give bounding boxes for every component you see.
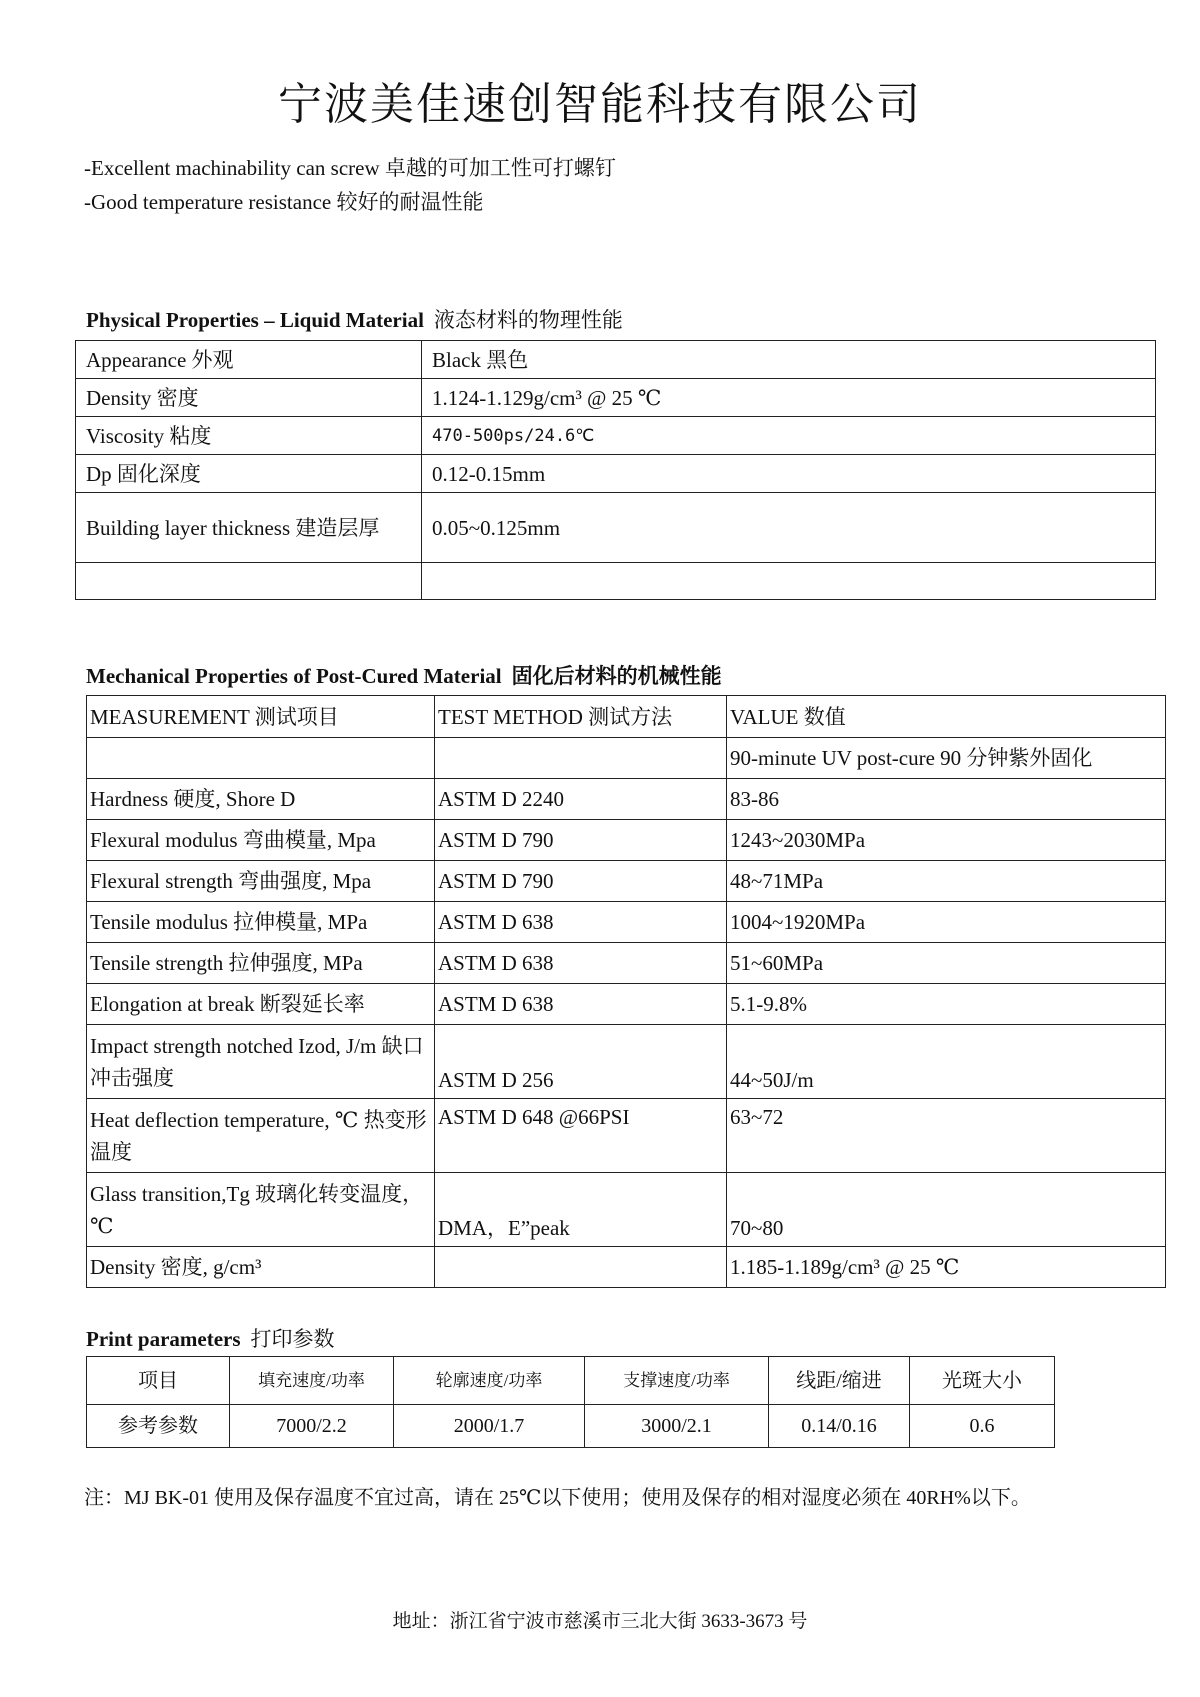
measurement-cell: Glass transition,Tg 玻璃化转变温度，℃ [87, 1173, 435, 1247]
method-cell: ASTM D 790 [435, 861, 727, 902]
column-header-test-method: TEST METHOD 测试方法 [435, 696, 727, 738]
mechanical-heading-cn: 固化后材料的机械性能 [511, 664, 722, 688]
fill-speed-value: 7000/2.2 [230, 1405, 394, 1448]
cure-note: 90-minute UV post-cure 90 分钟紫外固化 [727, 738, 1166, 779]
column-header-spot-size: 光斑大小 [910, 1357, 1055, 1405]
property-value: 0.12-0.15mm [422, 455, 1156, 493]
method-cell: ASTM D 638 [435, 902, 727, 943]
measurement-cell: Flexural modulus 弯曲模量, Mpa [87, 820, 435, 861]
feature-temperature: -Good temperature resistance 较好的耐温性能 [84, 190, 484, 214]
method-cell: ASTM D 648 @66PSI [435, 1099, 727, 1173]
print-parameters-heading [86, 1325, 335, 1353]
table-row [76, 341, 1156, 379]
property-label: Appearance 外观 [76, 341, 422, 379]
property-label: Building layer thickness 建造层厚 [76, 493, 422, 563]
contour-speed-value: 2000/1.7 [394, 1405, 585, 1448]
table-header-row [87, 696, 1166, 738]
feature-machinability: -Excellent machinability can screw 卓越的可加工性可打螺钉 [84, 156, 616, 180]
measurement-cell: Elongation at break 断裂延长率 [87, 984, 435, 1025]
measurement-cell: Heat deflection temperature, ℃ 热变形温度 [87, 1099, 435, 1173]
method-cell: ASTM D 638 [435, 984, 727, 1025]
value-cell: 48~71MPa [727, 861, 1166, 902]
row-label: 参考参数 [87, 1405, 230, 1448]
measurement-cell: Flexural strength 弯曲强度, Mpa [87, 861, 435, 902]
empty-cell [422, 563, 1156, 600]
physical-heading-cn: 液态材料的物理性能 [433, 308, 623, 332]
measurement-cell: Impact strength notched Izod, J/m 缺口冲击强度 [87, 1025, 435, 1099]
print-heading-cn: 打印参数 [250, 1327, 335, 1351]
empty-cell [435, 738, 727, 779]
table-row [87, 1405, 1055, 1448]
table-row [76, 417, 1156, 455]
table-row [87, 1173, 1166, 1247]
column-header-contour-speed: 轮廓速度/功率 [394, 1357, 585, 1405]
physical-heading-en: Physical Properties – Liquid Material [86, 308, 424, 332]
empty-cell [76, 563, 422, 600]
property-label: Density 密度 [76, 379, 422, 417]
value-cell: 63~72 [727, 1099, 1166, 1173]
physical-properties-table [75, 340, 1156, 600]
table-row [76, 493, 1156, 563]
mechanical-heading-en: Mechanical Properties of Post-Cured Material [86, 664, 502, 688]
company-address: 地址：浙江省宁波市慈溪市三北大街 3633-3673 号 [392, 1611, 808, 1632]
property-label: Viscosity 粘度 [76, 417, 422, 455]
table-row [87, 779, 1166, 820]
measurement-cell: Density 密度, g/cm³ [87, 1247, 435, 1288]
measurement-cell: Tensile strength 拉伸强度, MPa [87, 943, 435, 984]
property-value: 0.05~0.125mm [422, 493, 1156, 563]
value-cell: 1243~2030MPa [727, 820, 1166, 861]
column-header-fill-speed: 填充速度/功率 [230, 1357, 394, 1405]
method-cell: ASTM D 256 [435, 1025, 727, 1099]
measurement-cell: Hardness 硬度, Shore D [87, 779, 435, 820]
property-value: 1.124-1.129g/cm³ @ 25 ℃ [422, 379, 1156, 417]
method-cell [435, 1247, 727, 1288]
table-row [76, 455, 1156, 493]
property-label: Dp 固化深度 [76, 455, 422, 493]
property-value: 470-500ps/24.6℃ [422, 417, 1156, 455]
table-row [87, 902, 1166, 943]
table-row [87, 820, 1166, 861]
physical-properties-heading [86, 306, 623, 334]
method-cell: ASTM D 790 [435, 820, 727, 861]
column-header-measurement: MEASUREMENT 测试项目 [87, 696, 435, 738]
value-cell: 1004~1920MPa [727, 902, 1166, 943]
column-header-line-spacing: 线距/缩进 [769, 1357, 910, 1405]
company-title: 宁波美佳速创智能科技有限公司 [278, 80, 922, 129]
value-cell: 83-86 [727, 779, 1166, 820]
value-cell: 1.185-1.189g/cm³ @ 25 ℃ [727, 1247, 1166, 1288]
mechanical-properties-heading [86, 662, 722, 690]
table-row [87, 984, 1166, 1025]
support-speed-value: 3000/2.1 [585, 1405, 769, 1448]
method-cell: ASTM D 2240 [435, 779, 727, 820]
column-header-value: VALUE 数值 [727, 696, 1166, 738]
property-value: Black 黑色 [422, 341, 1156, 379]
mechanical-properties-table [86, 695, 1166, 1288]
print-heading-en: Print parameters [86, 1327, 241, 1351]
print-parameters-table [86, 1356, 1055, 1448]
measurement-cell: Tensile modulus 拉伸模量, MPa [87, 902, 435, 943]
value-cell: 51~60MPa [727, 943, 1166, 984]
table-row-empty [76, 563, 1156, 600]
table-row [87, 1099, 1166, 1173]
value-cell: 44~50J/m [727, 1025, 1166, 1099]
table-row [87, 1025, 1166, 1099]
column-header-item: 项目 [87, 1357, 230, 1405]
table-row [87, 738, 1166, 779]
column-header-support-speed: 支撑速度/功率 [585, 1357, 769, 1405]
method-cell: DMA，E”peak [435, 1173, 727, 1247]
table-row [87, 861, 1166, 902]
value-cell: 70~80 [727, 1173, 1166, 1247]
table-header-row [87, 1357, 1055, 1405]
table-row [76, 379, 1156, 417]
table-row [87, 1247, 1166, 1288]
spot-size-value: 0.6 [910, 1405, 1055, 1448]
usage-note: 注：MJ BK-01 使用及保存温度不宜过高，请在 25℃以下使用；使用及保存的相对湿度必须在 40RH%以下。 [84, 1487, 1031, 1509]
table-row [87, 943, 1166, 984]
empty-cell [87, 738, 435, 779]
value-cell: 5.1-9.8% [727, 984, 1166, 1025]
line-spacing-value: 0.14/0.16 [769, 1405, 910, 1448]
method-cell: ASTM D 638 [435, 943, 727, 984]
